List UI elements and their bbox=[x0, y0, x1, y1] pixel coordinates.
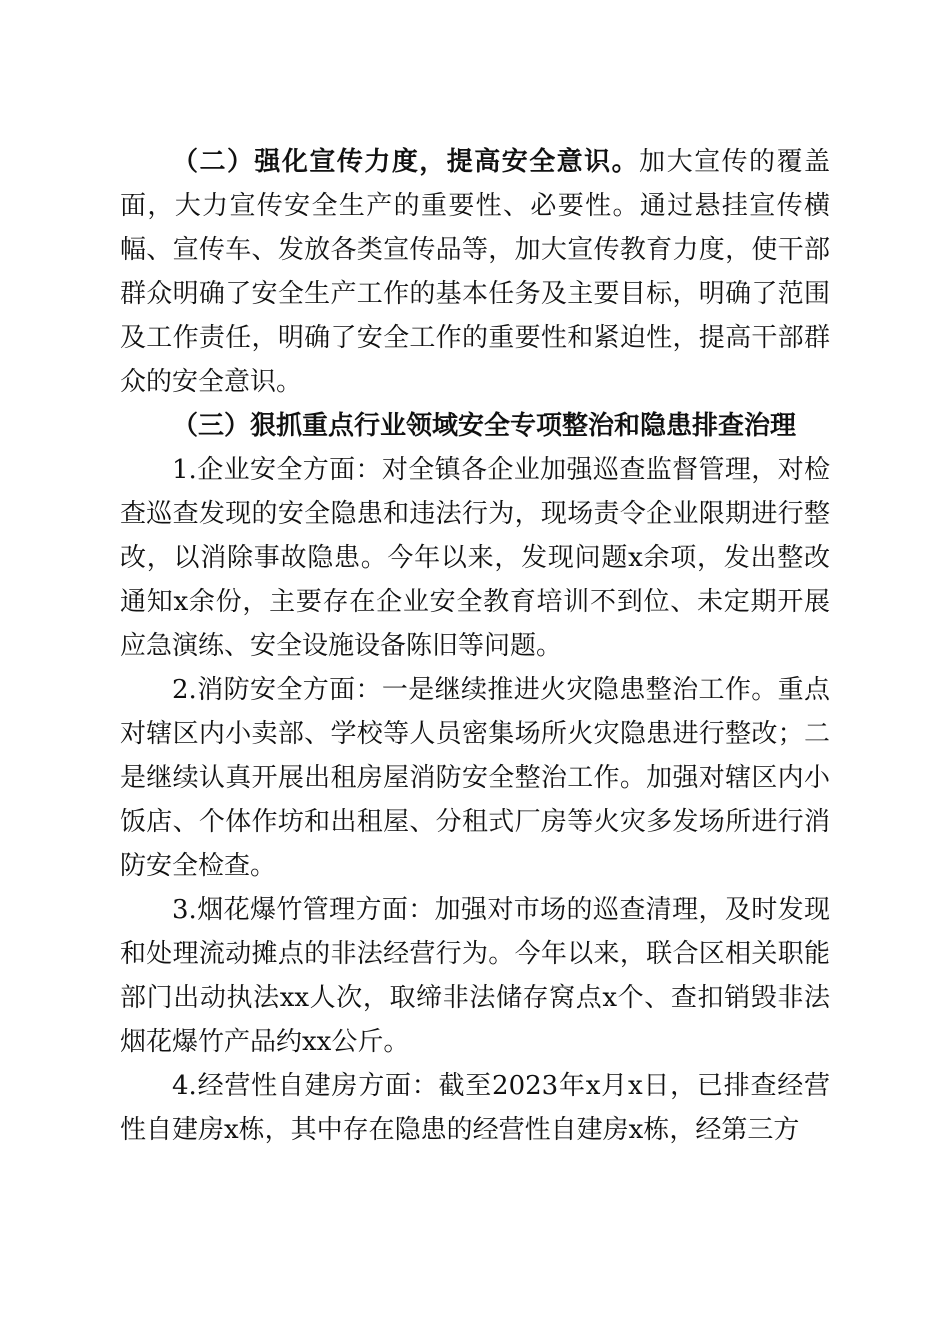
paragraph-publicity bbox=[120, 140, 830, 404]
paragraph-body: 1.企业安全方面：对全镇各企业加强巡查监督管理，对检查巡查发现的安全隐患和违法行为，现场责令企业限期进行整改，以消除事故隐患。今年以来，发现问题x余项，发出整改通知x余份，主要存在企业安全教育培训不到位、未定期开展应急演练、安全设施设备陈旧等问题。 bbox=[120, 455, 830, 661]
paragraph-fireworks bbox=[120, 888, 830, 1064]
paragraph-fire-safety bbox=[120, 668, 830, 888]
paragraph-body: 3.烟花爆竹管理方面：加强对市场的巡查清理，及时发现和处理流动摊点的非法经营行为。今年以来，联合区相关职能部门出动执法xx人次，取缔非法储存窝点x个、查扣销毁非法烟花爆竹产品约xx公斤。 bbox=[120, 895, 830, 1057]
paragraph-enterprise-safety bbox=[120, 448, 830, 668]
paragraph-body: 2.消防安全方面：一是继续推进火灾隐患整治工作。重点对辖区内小卖部、学校等人员密集场所火灾隐患进行整改；二是继续认真开展出租房屋消防安全整治工作。加强对辖区内小饭店、个体作坊和出租屋、分租式厂房等火灾多发场所进行消防安全检查。 bbox=[120, 675, 830, 881]
paragraph-heading: （三）狠抓重点行业领域安全专项整治和隐患排查治理 bbox=[172, 411, 797, 441]
paragraph-body: 加大宣传的覆盖面，大力宣传安全生产的重要性、必要性。通过悬挂宣传横幅、宣传车、发放各类宣传品等，加大宣传教育力度，使干部群众明确了安全生产工作的基本任务及主要目标，明确了范围及工作责任，明确了安全工作的重要性和紧迫性，提高干部群众的安全意识。 bbox=[120, 147, 830, 397]
paragraph-self-built-housing bbox=[120, 1064, 830, 1152]
paragraph-body: 4.经营性自建房方面：截至2023年x月x日，已排查经营性自建房x栋，其中存在隐患的经营性自建房x栋，经第三方 bbox=[120, 1071, 830, 1145]
document-page bbox=[120, 140, 830, 1152]
paragraph-heading: （二）强化宣传力度，提高安全意识。 bbox=[172, 147, 640, 177]
section-heading-rectification bbox=[120, 404, 830, 448]
